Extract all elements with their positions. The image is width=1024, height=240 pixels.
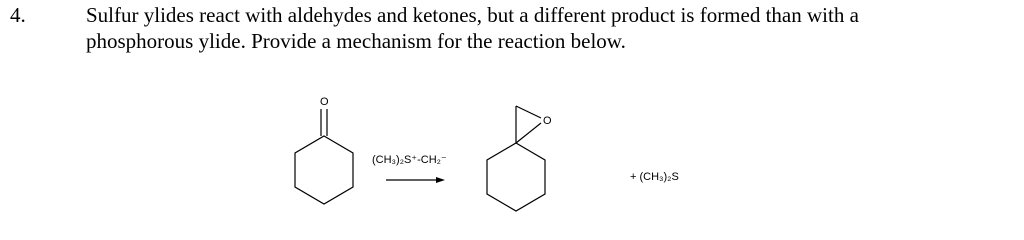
reactant-oxygen-label: O [320, 96, 329, 108]
byproduct-label: + (CH₃)₂S [630, 171, 679, 183]
reagent-label: (CH₃)₂S⁺-CH₂⁻ [372, 154, 447, 166]
reaction-arrow [372, 154, 447, 183]
question-line-1: Sulfur ylides react with aldehydes and ketones, but a different product is formed than with a [86, 3, 859, 27]
reactant-cyclohexanone [295, 96, 353, 204]
product-spiro-epoxide [487, 106, 552, 211]
question-line-2: phosphorous ylide. Provide a mechanism for the reaction below. [86, 29, 626, 53]
question-number: 4. [10, 3, 26, 27]
arrow-head [436, 177, 445, 183]
product-oxygen-label: O [543, 115, 552, 127]
